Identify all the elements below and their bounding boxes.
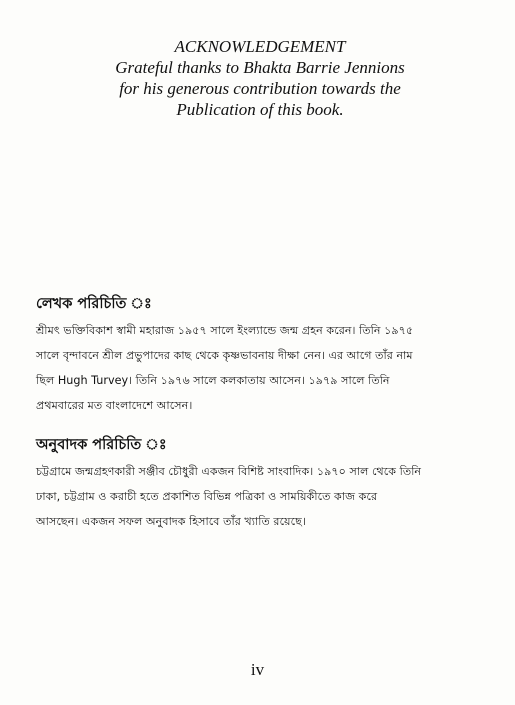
acknowledgement-line: Publication of this book. [176, 100, 344, 119]
paragraph-line: ছিল Hugh Turvey। তিনি ১৯৭৬ সালে কলকাতায় আসেন। ১৯৭৯ সালে তিনি [36, 374, 390, 387]
paragraph-line: প্রথমবারের মত বাংলাদেশে আসেন। [36, 399, 193, 412]
translator-heading: অনুবাদক পরিচিতি ঃ [36, 437, 167, 453]
page-number: iv [250, 660, 265, 679]
acknowledgement-line: Grateful thanks to Bhakta Barrie Jennions [115, 58, 405, 77]
author-section [36, 294, 486, 418]
acknowledgement-title: ACKNOWLEDGEMENT [174, 37, 346, 56]
paragraph-line: আসছেন। একজন সফল অনুবাদক হিসাবে তাঁর খ্যাতি রয়েছে। [36, 515, 306, 528]
acknowledgement-block [40, 36, 480, 120]
author-heading: লেখক পরিচিতি ঃ [36, 296, 152, 312]
paragraph-line: ঢাকা, চট্টগ্রাম ও করাচী হতে প্রকাশিত বিভিন্ন পত্রিকা ও সাময়িকীতে কাজ করে [36, 490, 378, 503]
author-paragraph [36, 318, 486, 418]
translator-paragraph [36, 459, 486, 534]
paragraph-line: চট্টগ্রামে জন্মগ্রহণকারী সঞ্জীব চৌধুরী একজন বিশিষ্ট সাংবাদিক। ১৯৭০ সাল থেকে তিনি [36, 465, 422, 478]
translator-section [36, 435, 486, 534]
acknowledgement-line: for his generous contribution towards the [119, 79, 401, 98]
paragraph-line: শ্রীমৎ ভক্তিবিকাশ স্বামী মহারাজ ১৯৫৭ সালে ইংল্যান্ডে জন্ম গ্রহন করেন। তিনি ১৯৭৫ [36, 324, 414, 337]
paragraph-line: সালে বৃন্দাবনে শ্রীল প্রভুপাদের কাছ থেকে কৃষ্ণভাবনায় দীক্ষা নেন। এর আগে তাঁর নাম [36, 349, 413, 362]
